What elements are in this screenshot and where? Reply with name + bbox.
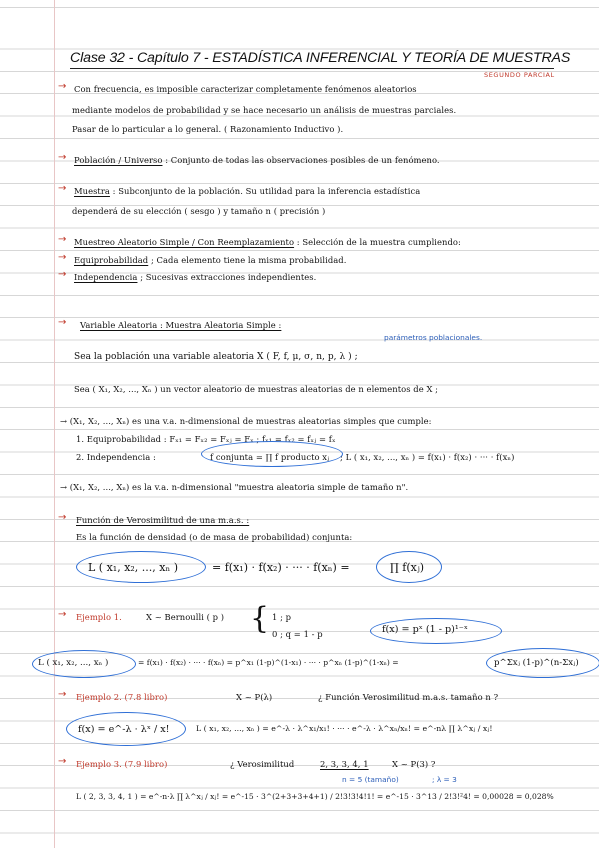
ej2-dist: X ~ P(λ) <box>236 692 273 702</box>
va-line-5-L: ; L ( x₁, x₂, ..., xₙ ) = f(x₁) · f(x₂) · ··· · f(xₙ) <box>340 452 515 462</box>
ej3-lambda-note: ; λ = 3 <box>432 775 457 784</box>
bullet-arrow-icon: → <box>58 756 67 767</box>
intro-line-2: mediante modelos de probabilidad y se hace necesario un análisis de muestras parciales. <box>72 105 457 115</box>
independencia-def: ; Sucesivas extracciones independientes. <box>140 272 317 282</box>
poblacion-def: : Conjunto de todas las observaciones posibles de un fenómeno. <box>165 155 440 165</box>
muestreo-def: : Selección de la muestra cumpliendo: <box>296 237 461 247</box>
veros-formula-right: ∏ f(xⱼ) <box>390 561 425 574</box>
veros-formula-mid: = f(x₁) · f(x₂) · ··· · f(xₙ) = <box>212 561 350 574</box>
va-line-1: Sea la población una variable aleatoria X ( F, f, μ, σ, n, p, λ ) ; <box>74 352 358 362</box>
parametros-note: parámetros poblacionales. <box>384 333 483 342</box>
independencia-term: Independencia <box>74 272 138 282</box>
bullet-arrow-icon: → <box>58 269 67 280</box>
bullet-arrow-icon: → <box>58 152 67 163</box>
muestra-line-1 <box>74 186 420 196</box>
ej3-dist: X ~ P(3) ? <box>392 759 436 769</box>
va-line-3: → (X₁, X₂, ..., Xₙ) es una v.a. n-dimensional de muestras aleatorias simples que cumple: <box>60 416 432 426</box>
ej1-L-mid: = f(x₁) · f(x₂) · ··· · f(xₙ) = p^x₁ (1-p)^(1-x₁) · ··· · p^xₙ (1-p)^(1-xₙ) = <box>138 658 399 667</box>
ej3-n-note: n = 5 (tamaño) <box>342 775 399 784</box>
title-underline <box>70 68 554 69</box>
ej3-label: Ejemplo 3. (7.9 libro) <box>76 759 168 769</box>
ej2-label: Ejemplo 2. (7.8 libro) <box>76 692 168 702</box>
muestra-line-2: dependerá de su elección ( sesgo ) y tamaño n ( precisión ) <box>72 206 326 216</box>
muestreo-condition-2 <box>74 272 316 282</box>
ej1-dist: X ~ Bernoulli ( p ) <box>146 612 225 622</box>
bullet-arrow-icon: → <box>58 252 67 263</box>
conjunta-producto: f conjunta = ∏ f producto xⱼ <box>210 452 330 462</box>
ej3-question: ¿ Verosimilitud <box>230 759 295 769</box>
bullet-arrow-icon: → <box>58 234 67 245</box>
bullet-arrow-icon: → <box>58 512 67 523</box>
va-line-6: → (X₁, X₂, ..., Xₙ) es la v.a. n-dimensional "muestra aleatoria simple de tamaño n". <box>60 482 409 492</box>
equiprobabilidad-def: ; Cada elemento tiene la misma probabilidad. <box>150 255 347 265</box>
muestreo-condition-1 <box>74 255 346 265</box>
equiprobabilidad-term: Equiprobabilidad <box>74 255 149 265</box>
margin-line <box>54 0 55 848</box>
poblacion-line <box>74 155 440 165</box>
page-title: Clase 32 - Capítulo 7 - ESTADÍSTICA INFERENCIAL Y TEORÍA DE MUESTRAS <box>70 50 571 66</box>
muestra-term: Muestra <box>74 186 110 196</box>
subtag-segundo-parcial: SEGUNDO PARCIAL <box>484 71 555 79</box>
va-line-5-label: 2. Independencia : <box>76 452 156 462</box>
ej3-calc: L ( 2, 3, 3, 4, 1 ) = e^-n·λ ∏ λ^xⱼ / xⱼ! = e^-15 · 3^(2+3+3+4+1) / 2!3!3!4!1! = e^-15 · 3^13 / 2!3!²4! = 0,00028 = 0,028% <box>76 792 554 801</box>
ej3-sample: 2, 3, 3, 4, 1 <box>320 759 369 769</box>
bullet-arrow-icon: → <box>58 317 67 328</box>
va-heading: Variable Aleatoria : Muestra Aleatoria Simple : <box>80 320 282 330</box>
ej1-L-left: L ( x₁, x₂, ..., xₙ ) <box>38 658 109 668</box>
muestreo-line <box>74 237 461 247</box>
bullet-arrow-icon: → <box>58 609 67 620</box>
intro-line-3: Pasar de lo particular a lo general. ( Razonamiento Inductivo ). <box>72 124 344 134</box>
ej1-label: Ejemplo 1. <box>76 612 122 622</box>
ej1-case-2: 0 ; q = 1 - p <box>272 629 323 639</box>
bullet-arrow-icon: → <box>58 183 67 194</box>
ej2-pmf: f(x) = e^-λ · λˣ / x! <box>78 724 170 735</box>
bullet-arrow-icon: → <box>58 81 67 92</box>
muestra-def-1: : Subconjunto de la población. Su utilidad para la inferencia estadística <box>112 186 421 196</box>
ej1-case-1: 1 ; p <box>272 612 292 622</box>
ej2-L: L ( x₁, x₂, ..., xₙ ) = e^-λ · λ^x₁/x₁! · ··· · e^-λ · λ^xₙ/xₙ! = e^-nλ ∏ λ^xⱼ / xⱼ! <box>196 724 493 733</box>
va-line-4: 1. Equiprobabilidad : Fₓ₁ = Fₓ₂ = Fₓⱼ = Fₓ ; fₓ₁ = fₓ₂ = fₓⱼ = fₓ <box>76 434 336 444</box>
muestreo-term: Muestreo Aleatorio Simple / Con Reemplazamiento <box>74 237 295 247</box>
poblacion-term: Población / Universo <box>74 155 163 165</box>
veros-heading: Función de Verosimilitud de una m.a.s. : <box>76 515 250 525</box>
va-line-2: Sea ( X₁, X₂, ..., Xₙ ) un vector aleatorio de muestras aleatorias de n elementos de X ; <box>74 384 439 394</box>
ej2-question: ¿ Función Verosimilitud m.a.s. tamaño n ? <box>318 692 499 702</box>
ej1-pmf: f(x) = pˣ (1 - p)¹⁻ˣ <box>382 624 468 635</box>
bullet-arrow-icon: → <box>58 689 67 700</box>
intro-line-1: Con frecuencia, es imposible caracterizar completamente fenómenos aleatorios <box>74 84 417 94</box>
veros-formula-left: L ( x₁, x₂, ..., xₙ ) <box>88 561 179 574</box>
cases-brace: { <box>250 601 270 636</box>
ej1-L-right: p^Σxⱼ (1-p)^(n-Σxⱼ) <box>494 658 579 668</box>
veros-line-1: Es la función de densidad (o de masa de probabilidad) conjunta: <box>76 532 353 542</box>
